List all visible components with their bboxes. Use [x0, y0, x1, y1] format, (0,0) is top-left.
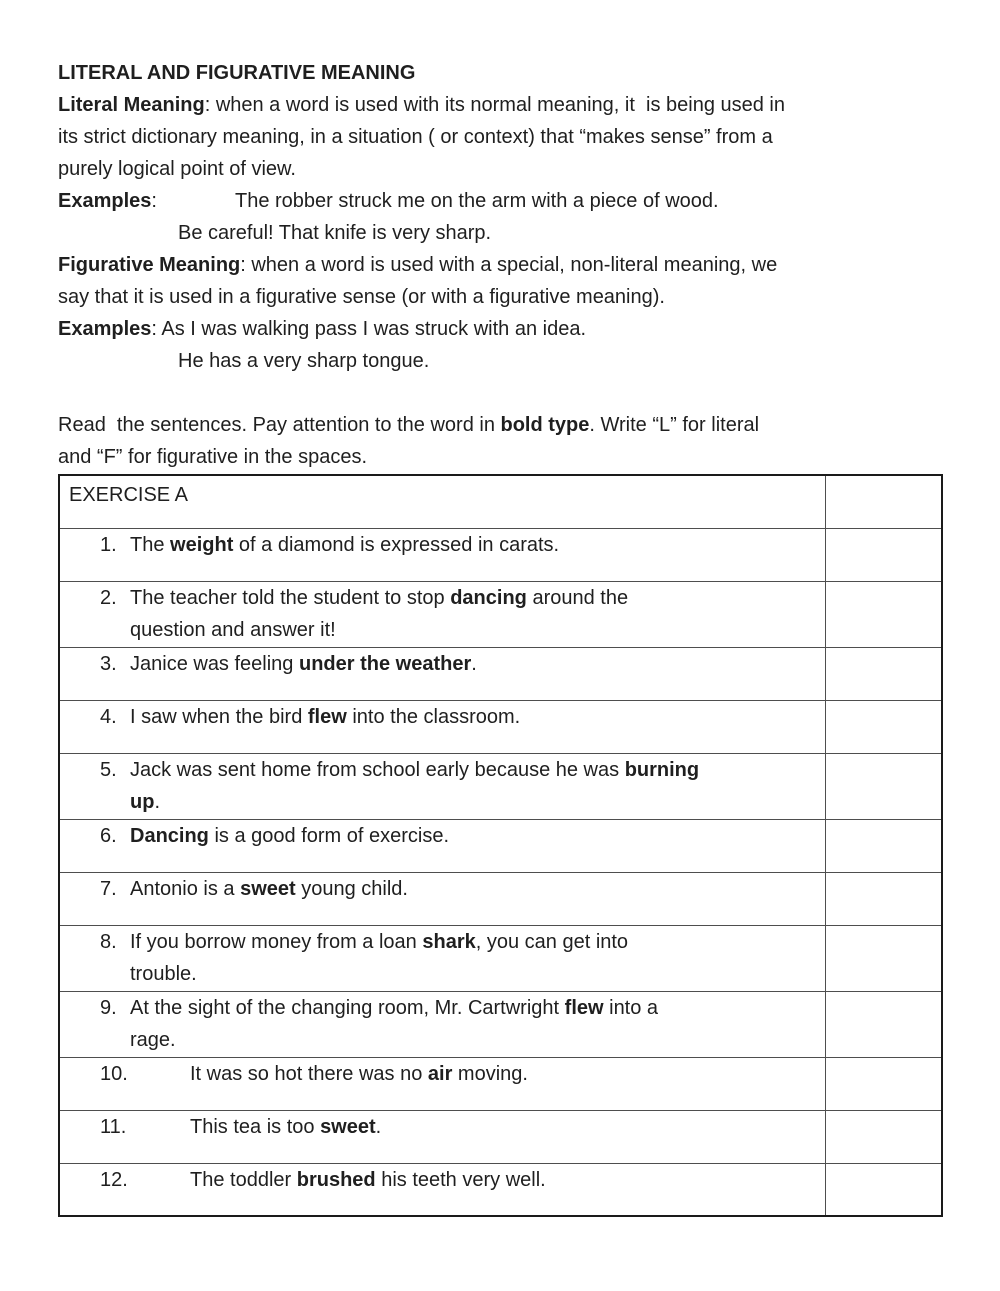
- answer-cell[interactable]: [826, 925, 943, 991]
- question-cell: [59, 872, 826, 925]
- question-number: 7.: [100, 877, 117, 900]
- literal-examples-line: [58, 185, 942, 217]
- question-wrap: [60, 873, 825, 905]
- exercise-row: [59, 1163, 942, 1216]
- question-number: 2.: [100, 586, 117, 609]
- question-cell: [59, 819, 826, 872]
- exercise-row: [59, 872, 942, 925]
- question-wrap: [60, 701, 825, 733]
- question-number: 9.: [100, 996, 117, 1019]
- question-text: The weight of a diamond is expressed in carats.: [130, 533, 560, 556]
- question-text: I saw when the bird flew into the classroom.: [130, 705, 521, 728]
- answer-cell[interactable]: [826, 872, 943, 925]
- answer-cell[interactable]: [826, 819, 943, 872]
- exercise-table: [58, 474, 943, 1217]
- question-wrap: [60, 754, 825, 818]
- exercise-row: [59, 925, 942, 991]
- exercise-row: [59, 991, 942, 1057]
- exercise-row: [59, 647, 942, 700]
- exercise-row: [59, 819, 942, 872]
- question-number: 6.: [100, 824, 117, 847]
- question-wrap: [60, 1058, 825, 1090]
- question-wrap: [60, 992, 825, 1056]
- answer-cell[interactable]: [826, 528, 943, 581]
- question-text: The toddler brushed his teeth very well.: [190, 1168, 546, 1191]
- question-wrap: [60, 1164, 825, 1196]
- exercise-row: [59, 1110, 942, 1163]
- question-cell: [59, 1110, 826, 1163]
- question-cell: [59, 700, 826, 753]
- question-cell: [59, 528, 826, 581]
- question-text: This tea is too sweet.: [190, 1115, 382, 1138]
- question-text: The teacher told the student to stop dancing around the question and answer it!: [130, 586, 629, 641]
- figurative-example-1: Examples: As I was walking pass I was struck with an idea.: [58, 318, 587, 340]
- answer-cell[interactable]: [826, 475, 943, 528]
- question-number: 1.: [100, 533, 117, 556]
- question-text: It was so hot there was no air moving.: [190, 1062, 528, 1085]
- exercise-header-row: [59, 475, 942, 528]
- question-wrap: [60, 820, 825, 852]
- exercise-row: [59, 753, 942, 819]
- question-wrap: [60, 1111, 825, 1143]
- question-cell: [59, 1057, 826, 1110]
- answer-cell[interactable]: [826, 1057, 943, 1110]
- literal-example-1: The robber struck me on the arm with a piece of wood.: [235, 190, 719, 212]
- question-cell: [59, 581, 826, 647]
- question-cell: [59, 991, 826, 1057]
- question-wrap: [60, 648, 825, 680]
- question-text: Jack was sent home from school early because he was burning up.: [130, 758, 700, 813]
- question-cell: [59, 1163, 826, 1216]
- question-cell: [59, 753, 826, 819]
- question-text: Janice was feeling under the weather.: [130, 652, 477, 675]
- exercise-title: EXERCISE A: [69, 484, 188, 506]
- question-text: Dancing is a good form of exercise.: [130, 824, 450, 847]
- exercise-row: [59, 700, 942, 753]
- instructions: Read the sentences. Pay attention to the word in bold type. Write “L” for literal and “F” for figurative in the spaces.: [58, 414, 760, 468]
- answer-cell[interactable]: [826, 991, 943, 1057]
- answer-cell[interactable]: [826, 647, 943, 700]
- question-number: 12.: [100, 1168, 128, 1191]
- exercise-row: [59, 581, 942, 647]
- question-number: 5.: [100, 758, 117, 781]
- answer-cell[interactable]: [826, 700, 943, 753]
- question-number: 8.: [100, 930, 117, 953]
- literal-examples-label: Examples:: [58, 190, 157, 212]
- answer-cell[interactable]: [826, 753, 943, 819]
- literal-example-2: Be careful! That knife is very sharp.: [178, 222, 492, 244]
- literal-definition: Literal Meaning: when a word is used with its normal meaning, it is being used in its strict dictionary meaning, in a situation ( or context) that “makes sense” from a purely logical point of view.: [58, 94, 785, 180]
- question-text: If you borrow money from a loan shark, you can get into trouble.: [130, 930, 629, 985]
- figurative-definition: Figurative Meaning: when a word is used with a special, non-literal meaning, we say that it is used in a figurative sense (or with a figurative meaning).: [58, 254, 778, 308]
- question-wrap: [60, 529, 825, 561]
- question-number: 4.: [100, 705, 117, 728]
- exercise-row: [59, 528, 942, 581]
- question-number: 3.: [100, 652, 117, 675]
- question-text: At the sight of the changing room, Mr. Cartwright flew into a rage.: [130, 996, 659, 1051]
- figurative-example-2: He has a very sharp tongue.: [178, 350, 430, 372]
- question-number: 10.: [100, 1062, 128, 1085]
- answer-cell[interactable]: [826, 1163, 943, 1216]
- question-cell: [59, 925, 826, 991]
- exercise-header-cell: [59, 475, 826, 528]
- answer-cell[interactable]: [826, 1110, 943, 1163]
- answer-cell[interactable]: [826, 581, 943, 647]
- question-number: 11.: [100, 1115, 127, 1138]
- question-wrap: [60, 926, 825, 990]
- exercise-row: [59, 1057, 942, 1110]
- question-cell: [59, 647, 826, 700]
- page-title: LITERAL AND FIGURATIVE MEANING: [58, 62, 416, 84]
- question-text: Antonio is a sweet young child.: [130, 877, 408, 900]
- question-wrap: [60, 582, 825, 646]
- worksheet-content: [58, 57, 942, 1217]
